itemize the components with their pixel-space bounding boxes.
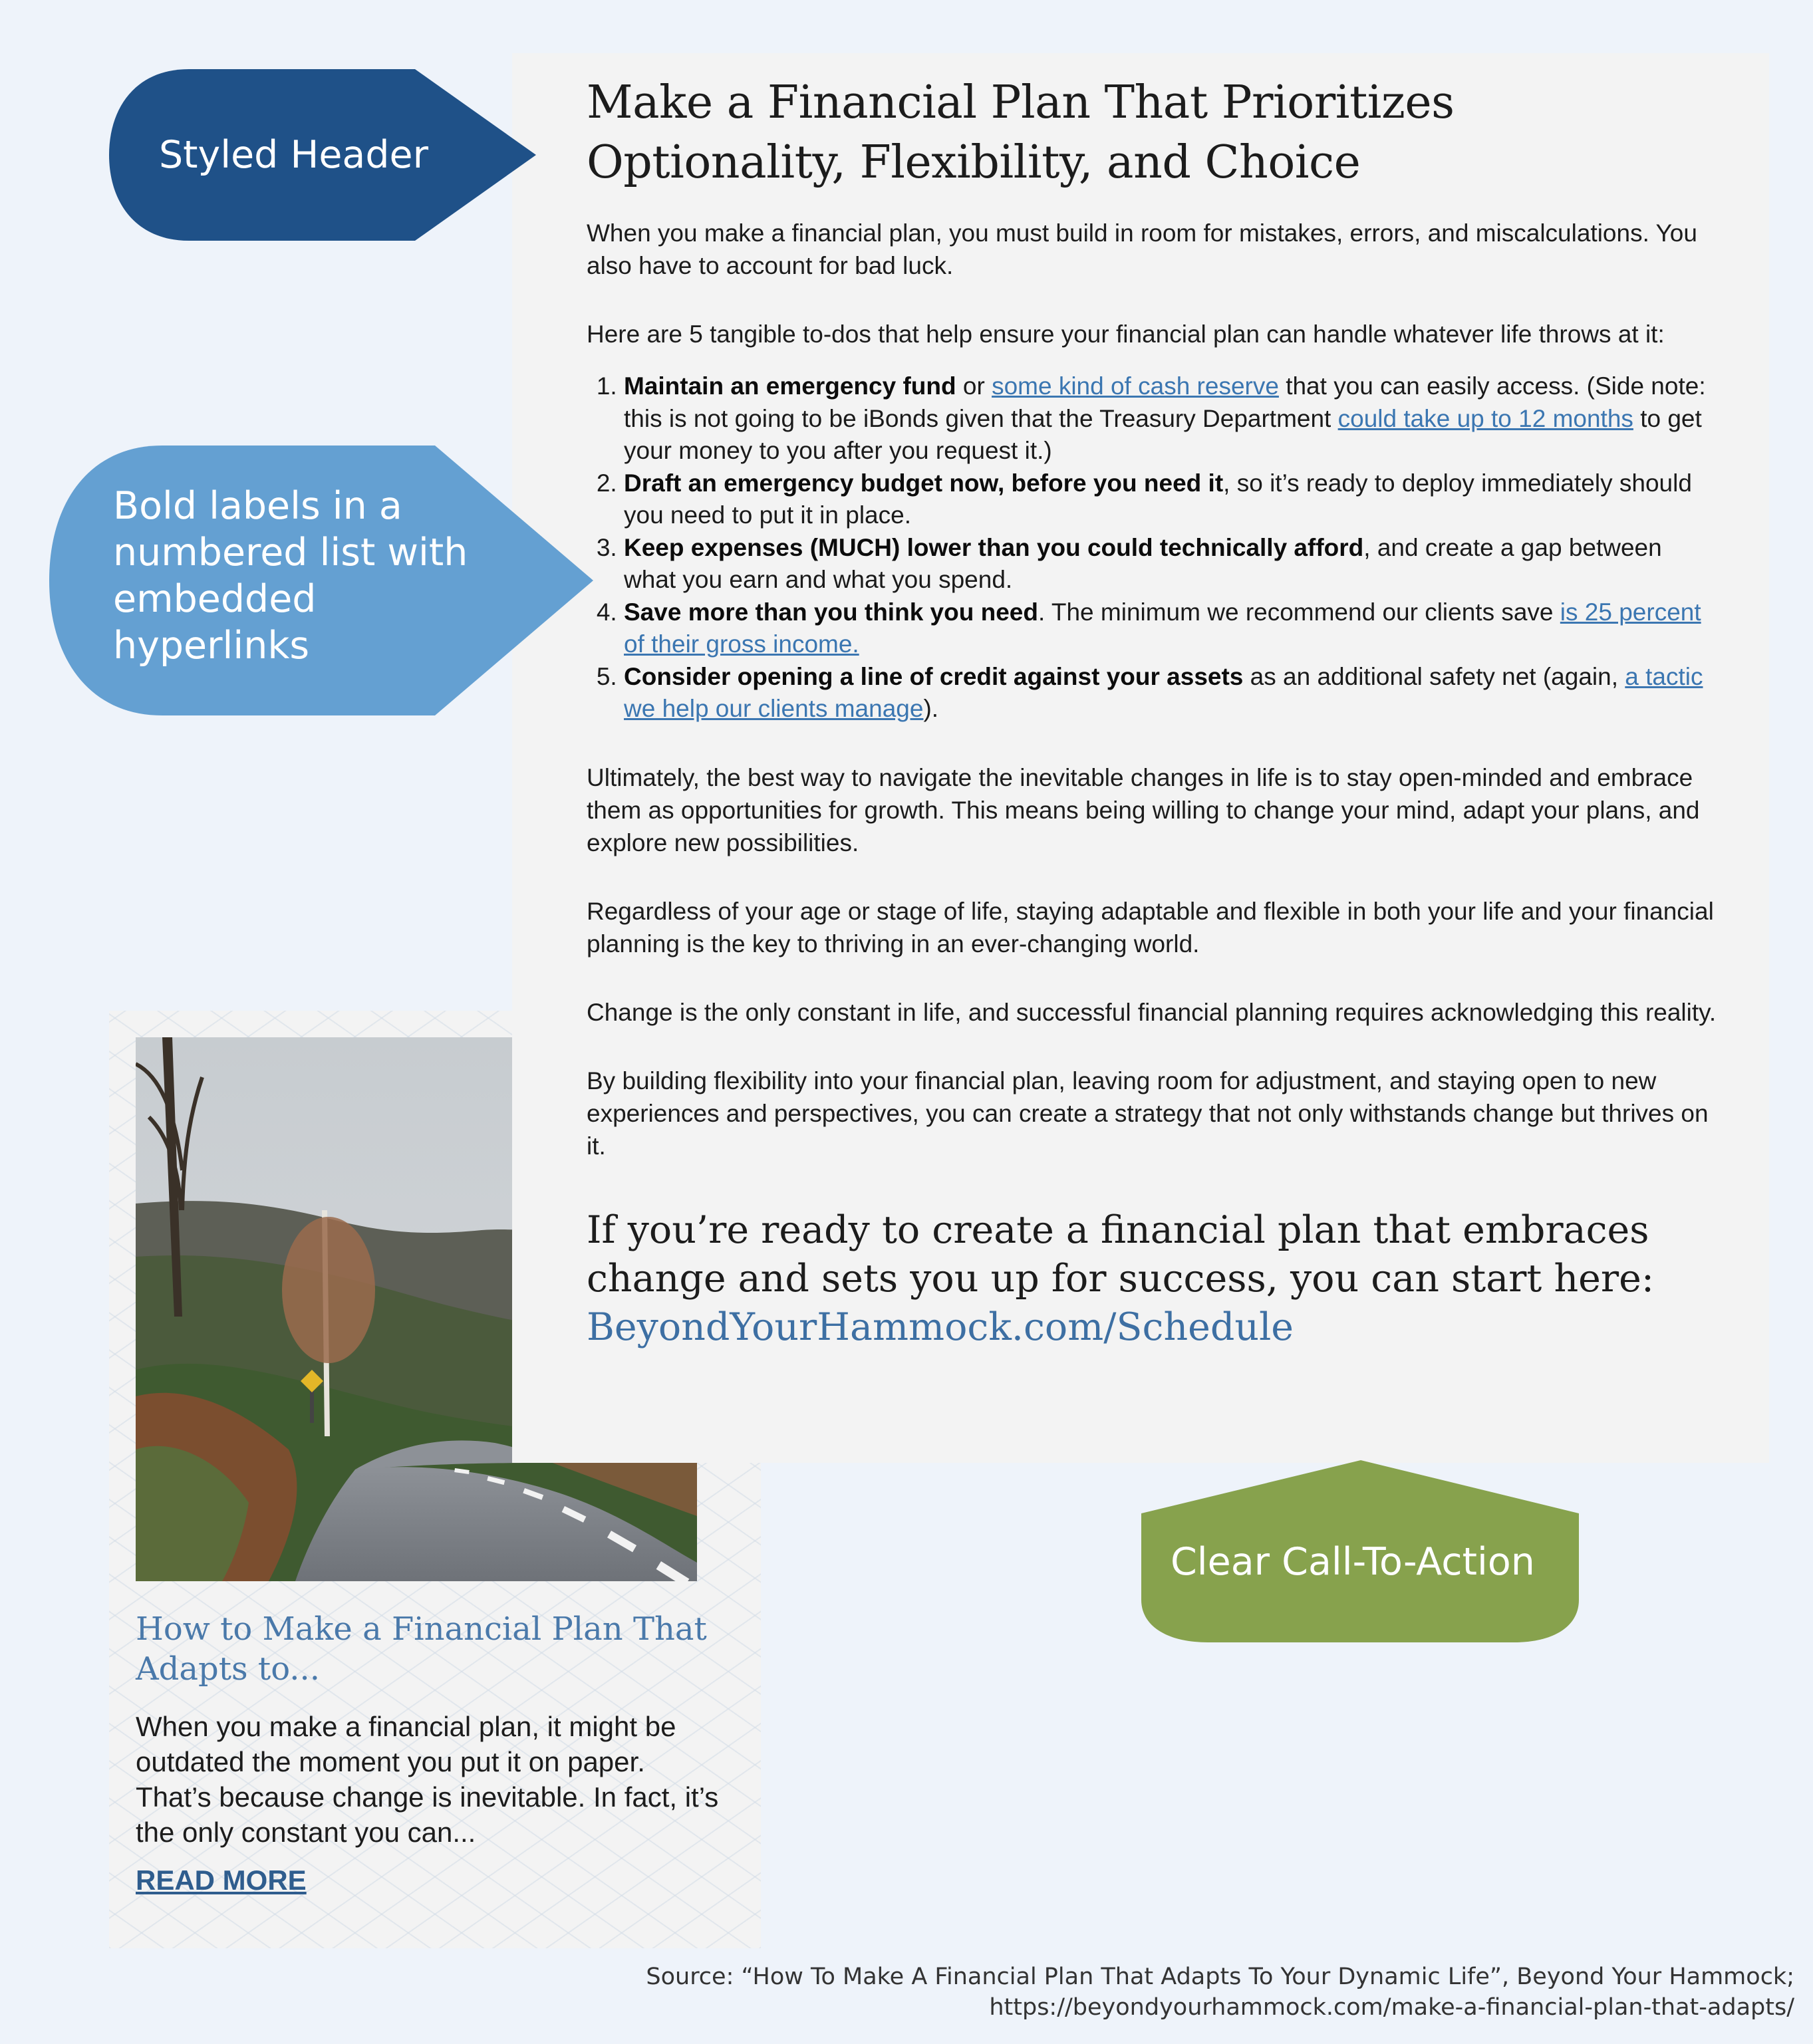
schedule-link[interactable]: BeyondYourHammock.com/Schedule xyxy=(587,1305,1294,1349)
article-panel xyxy=(512,53,1769,1463)
list-item: 1. Maintain an emergency fund or some kind of cash reserve that you can easily access. (Side note: this is not going to be iBonds given that the Treasury Department could take up to 12 months to get your money to you after you request it.) xyxy=(624,370,1717,467)
list-item: 3. Keep expenses (MUCH) lower than you could technically afford, and create a gap between what you earn and what you spend. xyxy=(624,532,1717,596)
treasury-months-link[interactable]: could take up to 12 months xyxy=(1337,404,1633,432)
article-content xyxy=(587,73,1717,1352)
card-title[interactable]: How to Make a Financial Plan That Adapts to... xyxy=(136,1610,707,1688)
callout-styled-header xyxy=(109,69,537,241)
source-citation: Source: “How To Make A Financial Plan That Adapts To Your Dynamic Life”, Beyond Your Hammock; https://beyondyourhammock.com/make-a-financial-plan-that-adapts/ xyxy=(646,1964,1794,2021)
list-item-label: Draft an emergency budget now, before you need it xyxy=(624,469,1224,497)
article-lead: Here are 5 tangible to-dos that help ensure your financial plan can handle whatever life throws at it: xyxy=(587,320,1665,348)
callout-label: Bold labels in a numbered list with embedded hyperlinks xyxy=(113,484,468,668)
callout-bold-labels xyxy=(49,446,595,715)
cta-heading: If you’re ready to create a financial plan that embraces change and sets you up for success, you can start here: BeyondYourHammock.com/Schedule xyxy=(587,1208,1655,1349)
card-excerpt: When you make a financial plan, it might be outdated the moment you put it on paper. That’s because change is inevitable. In fact, it’s the only constant you can... xyxy=(136,1711,719,1848)
article-paragraph: Change is the only constant in life, and successful financial planning requires acknowledging this reality. xyxy=(587,998,1717,1026)
list-item-label: Consider opening a line of credit against your assets xyxy=(624,662,1244,690)
callout-cta xyxy=(1141,1460,1579,1642)
gross-income-link[interactable]: is 25 percent of their gross income. xyxy=(624,598,1701,658)
read-more-link[interactable]: READ MORE xyxy=(136,1864,307,1896)
callout-label: Styled Header xyxy=(159,133,429,177)
tactic-link[interactable]: a tactic we help our clients manage xyxy=(624,662,1703,722)
list-item: 5. Consider opening a line of credit against your assets as an additional safety net (again, a tactic we help our clients manage). xyxy=(624,661,1717,725)
todo-list xyxy=(587,370,1717,725)
article-paragraph: By building flexibility into your financial plan, leaving room for adjustment, and staying open to new experiences and perspectives, you can create a strategy that not only withstands change but thrives on it. xyxy=(587,1067,1709,1160)
list-item-label: Keep expenses (MUCH) lower than you could technically afford xyxy=(624,533,1364,561)
cash-reserve-link[interactable]: some kind of cash reserve xyxy=(992,372,1279,400)
article-paragraph: Regardless of your age or stage of life, staying adaptable and flexible in both your life and your financial planning is the key to thriving in an ever-changing world. xyxy=(587,897,1714,958)
article-paragraph: Ultimately, the best way to navigate the inevitable changes in life is to stay open-minded and embrace them as opportunities for growth. This means being willing to change your mind, adapt your plans, and explore new possibilities. xyxy=(587,763,1700,856)
callout-label: Clear Call-To-Action xyxy=(1171,1540,1535,1584)
list-item-label: Save more than you think you need xyxy=(624,598,1038,626)
list-item: 4. Save more than you think you need. The minimum we recommend our clients save is 25 percent of their gross income. xyxy=(624,596,1717,661)
article-intro: When you make a financial plan, you must build in room for mistakes, errors, and miscalculations. You also have to account for bad luck. xyxy=(587,219,1697,279)
list-item: 2. Draft an emergency budget now, before you need it, so it’s ready to deploy immediately should you need to put it in place. xyxy=(624,467,1717,532)
article-title: Make a Financial Plan That Prioritizes Optionality, Flexibility, and Choice xyxy=(587,76,1455,189)
list-item-label: Maintain an emergency fund xyxy=(624,372,956,400)
